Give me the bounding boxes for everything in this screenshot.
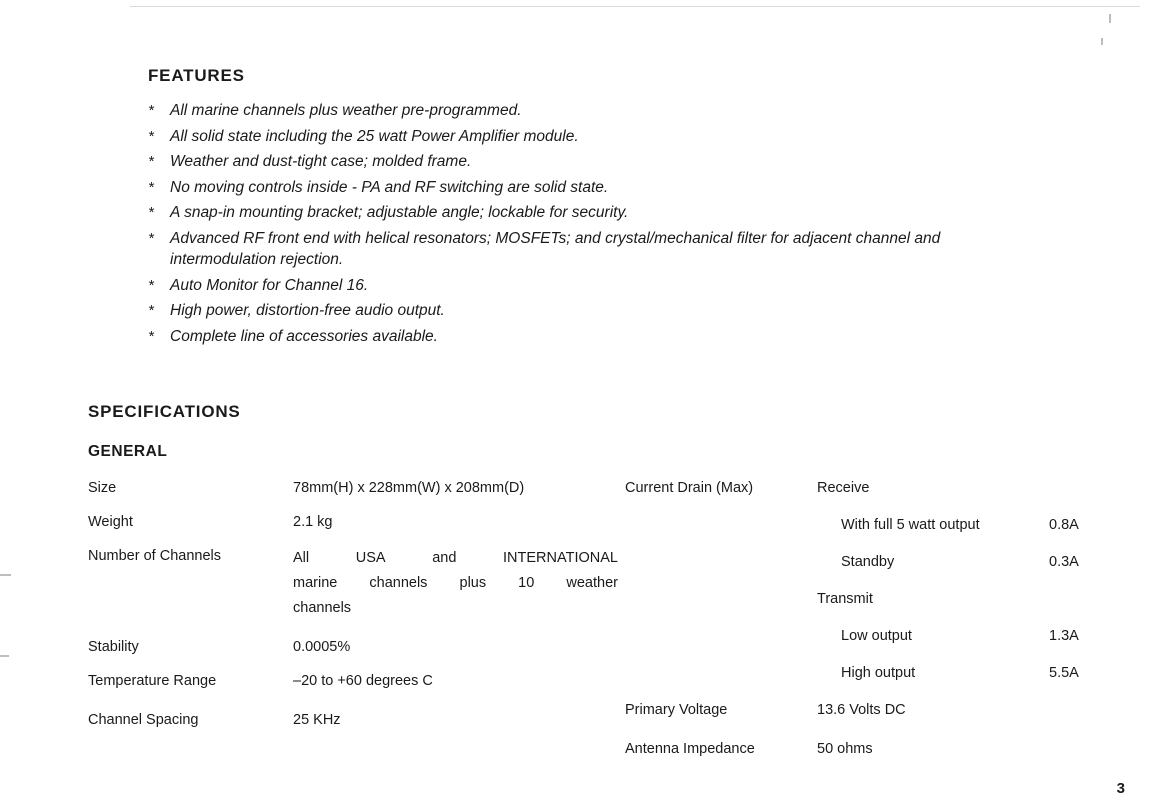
spec-value: 78mm(H) x 228mm(W) x 208mm(D) [293, 480, 525, 496]
spec-value: 25 KHz [293, 712, 341, 728]
bullet-asterisk-icon: * [148, 127, 154, 145]
bullet-asterisk-icon: * [148, 204, 154, 222]
features-heading: FEATURES [148, 66, 245, 85]
spec-word: channels [369, 575, 428, 591]
scan-edge-mark-left-2 [0, 655, 9, 657]
feature-text: Weather and dust-tight case; molded frame. [170, 153, 472, 171]
feature-text: Auto Monitor for Channel 16. [170, 276, 369, 294]
bullet-asterisk-icon: * [148, 302, 154, 320]
spec-value: Receive [817, 480, 870, 496]
spec-value-line: channels [293, 600, 352, 616]
spec-sub-row [625, 515, 1125, 535]
specifications-heading: SPECIFICATIONS [88, 402, 241, 421]
spec-label: Temperature Range [88, 673, 217, 689]
general-subheading: GENERAL [88, 443, 168, 460]
spec-row [625, 739, 1125, 759]
spec-sub-value: 0.3A [1049, 554, 1079, 570]
list-item [148, 326, 1028, 347]
spec-sub-label: Low output [841, 628, 912, 644]
spec-value: –20 to +60 degrees C [293, 673, 433, 689]
spec-word: plus [459, 575, 487, 591]
feature-text: No moving controls inside - PA and RF switching are solid state. [170, 178, 609, 196]
spec-row [625, 478, 1125, 498]
list-item [148, 177, 1028, 198]
bullet-asterisk-icon: * [148, 153, 154, 171]
spec-row [88, 637, 618, 657]
scan-edge-mark-right-1 [1109, 14, 1111, 23]
spec-sub-row [625, 626, 1125, 646]
list-item [148, 275, 1028, 296]
spec-row [88, 478, 618, 498]
spec-label: Channel Spacing [88, 712, 199, 728]
specifications-right-column [625, 478, 1125, 773]
spec-sub-label: High output [841, 665, 916, 681]
feature-text: All solid state including the 25 watt Power Amplifier module. [170, 127, 579, 145]
spec-word: and [432, 550, 457, 566]
list-item [148, 151, 1028, 172]
spec-row [625, 589, 1125, 609]
scan-edge-mark-right-2 [1101, 38, 1103, 45]
spec-word: All [293, 550, 310, 566]
spec-row [88, 671, 618, 691]
list-item [148, 202, 1028, 223]
spec-value: 50 ohms [817, 741, 873, 757]
spec-sub-row [625, 663, 1125, 683]
spec-word: 10 [518, 575, 535, 591]
feature-text: Complete line of accessories available. [170, 327, 438, 345]
spec-value: 0.0005% [293, 639, 351, 655]
bullet-asterisk-icon: * [148, 102, 154, 119]
features-list [148, 100, 1028, 351]
spec-sub-label: Standby [841, 554, 895, 570]
list-item [148, 228, 1028, 270]
spec-label: Primary Voltage [625, 702, 728, 718]
feature-text: Advanced RF front end with helical resonators; MOSFETs; and crystal/mechanical filter for adjacent channel and intermodulation rejection. [170, 229, 941, 268]
list-item [148, 126, 1028, 147]
spec-label: Number of Channels [88, 548, 221, 564]
bullet-asterisk-icon: * [148, 178, 154, 196]
page-number: 3 [1116, 780, 1125, 797]
bullet-asterisk-icon: * [148, 327, 154, 345]
spec-sub-label: With full 5 watt output [841, 517, 980, 533]
bullet-asterisk-icon: * [148, 229, 154, 247]
list-item [148, 300, 1028, 321]
spec-value: Transmit [817, 591, 873, 607]
spec-word: INTERNATIONAL [503, 550, 618, 566]
spec-row [88, 512, 618, 532]
spec-label: Antenna Impedance [625, 741, 755, 757]
spec-label: Size [88, 480, 117, 496]
feature-text: All marine channels plus weather pre-programmed. [170, 102, 522, 119]
spec-value-line [293, 546, 618, 571]
spec-row [88, 546, 618, 621]
spec-value [293, 546, 618, 621]
spec-sub-value: 1.3A [1049, 628, 1079, 644]
spec-label: Weight [88, 514, 133, 530]
spec-value: 13.6 Volts DC [817, 702, 906, 718]
list-item [148, 100, 1028, 121]
scan-edge-mark-left-1 [0, 574, 11, 576]
spec-label: Current Drain (Max) [625, 480, 754, 496]
spec-value: 2.1 kg [293, 514, 333, 530]
spec-sub-value: 0.8A [1049, 517, 1079, 533]
feature-text: A snap-in mounting bracket; adjustable angle; lockable for security. [170, 204, 629, 222]
spec-label: Stability [88, 639, 139, 655]
bullet-asterisk-icon: * [148, 276, 154, 294]
spec-sub-row [625, 552, 1125, 572]
spec-value-line [293, 571, 618, 596]
specifications-left-column [88, 478, 618, 744]
feature-text: High power, distortion-free audio output. [170, 302, 445, 320]
spec-row [88, 710, 618, 730]
scan-edge-line-top [130, 6, 1140, 7]
spec-sub-value: 5.5A [1049, 665, 1079, 681]
spec-word: USA [355, 550, 386, 566]
spec-row [625, 700, 1125, 720]
spec-word: marine [293, 575, 338, 591]
spec-word: weather [566, 575, 618, 591]
